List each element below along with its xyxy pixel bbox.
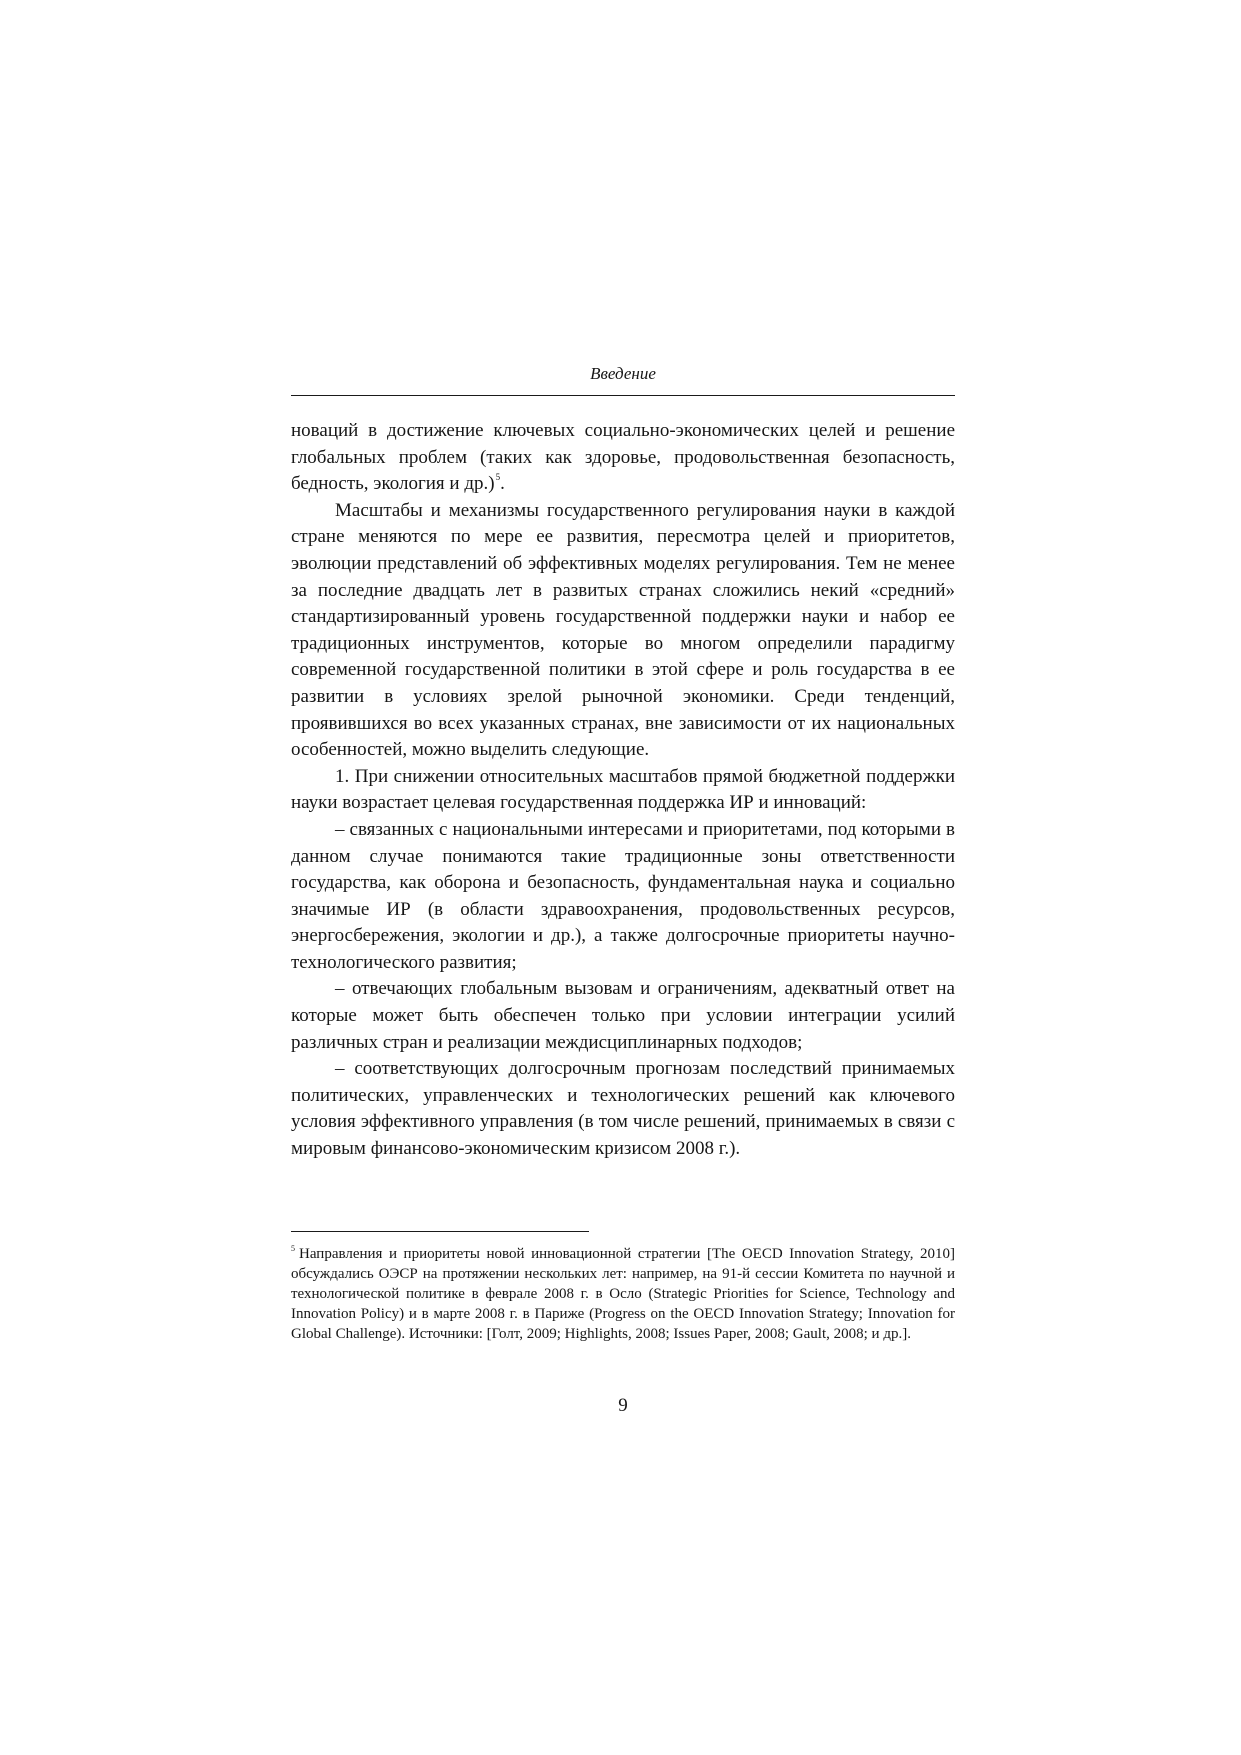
dash-list-item: – соответствующих долгосрочным прогнозам последствий принимаемых политических, управленческих и технологических решений как ключевого условия эффективного управления (в том числе решений, принимаемых в связи с мировым финансово-экономическим кризисом 2008 г.).: [291, 1058, 955, 1160]
footnote: [291, 1244, 955, 1344]
header-rule: [291, 395, 955, 396]
page-number: 9: [618, 1395, 628, 1416]
paragraph-tail: .: [500, 473, 505, 495]
paragraph-continuation: [291, 418, 955, 498]
numbered-paragraph: 1. При снижении относительных масштабов прямой бюджетной поддержки науки возрастает целевая государственная поддержка ИР и инноваций:: [291, 765, 955, 814]
footnote-text: Направления и приоритеты новой инновационной стратегии [The OECD Innovation Strategy, 2010] обсуждались ОЭСР на протяжении нескольких лет: например, на 91-й сессии Комитета по научной и технологической политике в феврале 2008 г. в Осло (Strategic Priorities for Science, Technology and Innovation Policy) и в марте 2008 г. в Париже (Progress on the OECD Innovation Strategy; Innovation for Global Challenge). Источники: [Голт, 2009; Highlights, 2008; Issues Paper, 2008; Gault, 2008; и др.].: [291, 1246, 955, 1342]
dash-list-item: – связанных с национальными интересами и приоритетами, под которыми в данном случае понимаются такие традиционные зоны ответственности государства, как оборона и безопасность, фундаментальная наука и социально значимые ИР (в области здравоохранения, продовольственных ресурсов, энергосбережения, экологии и др.), а также долгосрочные приоритеты научно-технологического развития;: [291, 818, 955, 973]
footnote-separator: [291, 1231, 589, 1232]
dash-list-item: – отвечающих глобальным вызовам и ограничениям, адекватный ответ на которые может быть обеспечен только при условии интеграции усилий различных стран и реализации междисциплинарных подходов;: [291, 978, 955, 1053]
body-text: [291, 418, 955, 1163]
running-head: Введение: [590, 364, 656, 383]
paragraph: Масштабы и механизмы государственного регулирования науки в каждой стране меняются по мере ее развития, пересмотра целей и приоритетов, эволюции представлений об эффективных моделях регулирования. Тем не менее за последние двадцать лет в развитых странах сложились некий «средний» стандартизированный уровень государственной поддержки науки и набор ее традиционных инструментов, которые во многом определили парадигму современной государственной политики в этой сфере и роль государства в ее развитии в условиях зрелой рыночной экономики. Среди тенденций, проявившихся во всех указанных странах, вне зависимости от их национальных особенностей, можно выделить следующие.: [291, 499, 955, 761]
footnote-reference[interactable]: 5: [495, 472, 501, 483]
footnote-number: 5: [291, 1244, 295, 1253]
paragraph-text: новаций в достижение ключевых социально-экономических целей и решение глобальных проблем (таких как здоровье, продовольственная безопасность, бедность, экология и др.): [291, 420, 955, 495]
